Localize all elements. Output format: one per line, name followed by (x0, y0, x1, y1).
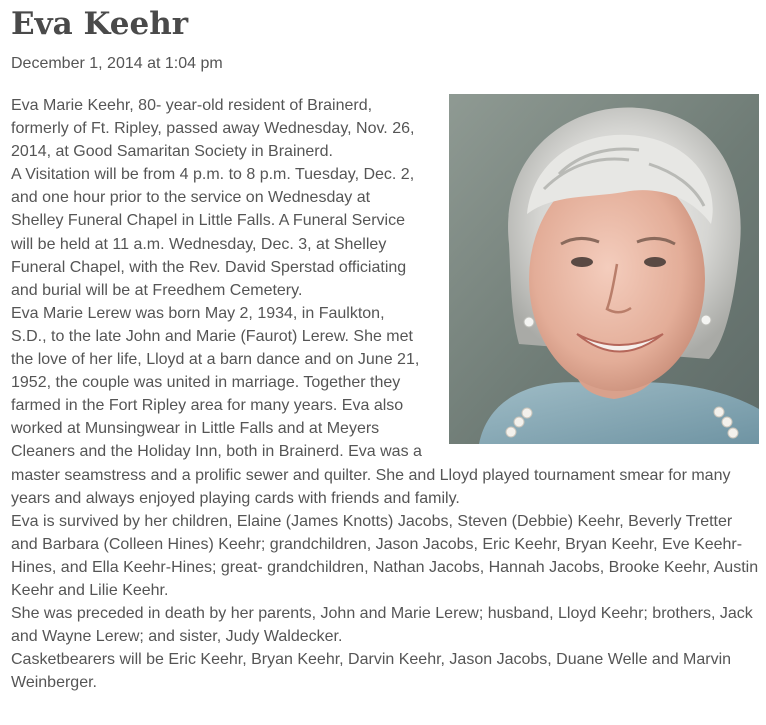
obituary-paragraph-5: She was preceded in death by her parents, John and Marie Lerew; husband, Lloyd Keehr; brothers, Jack and Wayne Lerew; and sister, Judy Waldecker. (11, 605, 753, 646)
obituary-paragraph-2: A Visitation will be from 4 p.m. to 8 p.m. Tuesday, Dec. 2, and one hour prior to the service on Wednesday at Shelley Funeral Chapel in Little Falls. A Funeral Service will be held at 11 a.m. Wednesday, Dec. 3, at Shelley Funeral Chapel, with the Rev. David Sperstad officiating and burial will be at Freedhem Cemetery. (11, 166, 415, 299)
obituary-paragraph-4: Eva is survived by her children, Elaine (James Knotts) Jacobs, Steven (Debbie) Keehr, Beverly Tretter and Barbara (Colleen Hines) Keehr; grandchildren, Jason Jacobs, Eric Keehr, Bryan Keehr, Eve Keehr-Hines, and Ella Keehr-Hines; great- grandchildren, Nathan Jacobs, Hannah Jacobs, Brooke Keehr, Austin Keehr and Lilie Keehr. (11, 512, 759, 599)
portrait-photo-icon (449, 94, 759, 444)
article-title: Eva Keehr (11, 6, 189, 42)
obituary-paragraph-1: Eva Marie Keehr, 80- year-old resident of Brainerd, formerly of Ft. Ripley, passed away Wednesday, Nov. 26, 2014, at Good Samaritan Society in Brainerd. (11, 97, 415, 161)
obituary-paragraph-3: Eva Marie Lerew was born May 2, 1934, in Faulkton, S.D., to the late John and Marie (Faurot) Lerew. She met the love of her life, Lloyd at a barn dance and on June 21, 1952, the couple was united in marriage. Together they farmed in the Fort Ripley area for many years. Eva also worked at Munsingwear in Little Falls and at Meyers Cleaners and the Holiday Inn, both in Brainerd. Eva was a master seamstress and a prolific sewer and quilter. She and Lloyd played tournament smear for many years and always enjoyed playing cards with friends and family. (11, 304, 731, 507)
article-body (11, 94, 759, 694)
obituary-paragraph-6: Casketbearers will be Eric Keehr, Bryan Keehr, Darvin Keehr, Jason Jacobs, Duane Welle and Marvin Weinberger. (11, 651, 732, 692)
article-dateline: December 1, 2014 at 1:04 pm (11, 55, 223, 72)
